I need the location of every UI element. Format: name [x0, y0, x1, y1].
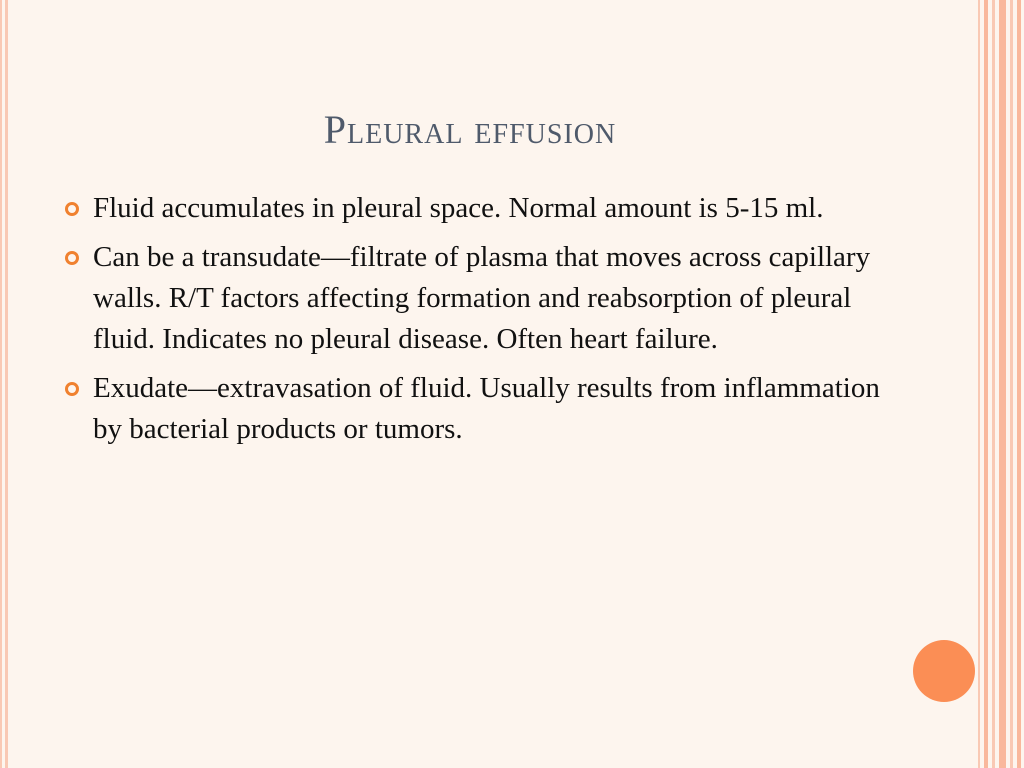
bullet-text: Can be a transudate—filtrate of plasma that moves across capillary walls. R/T factors affecting formation and reabsorption of pleural fluid. Indicates no pleural disease. Often heart failure.: [93, 241, 871, 355]
right-border-stripe: [984, 0, 988, 768]
right-border-stripe: [992, 0, 995, 768]
bullet-text: Fluid accumulates in pleural space. Normal amount is 5-15 ml.: [93, 192, 824, 224]
bullet-item: [62, 368, 892, 450]
left-border-stripe: [0, 0, 2, 768]
bullet-text: Exudate—extravasation of fluid. Usually results from inflammation by bacterial products or tumors.: [93, 372, 880, 445]
bullet-list: [62, 188, 892, 458]
right-border-stripe: [999, 0, 1006, 768]
slide-title: Pleural effusion: [323, 107, 617, 152]
left-border-stripe: [5, 0, 8, 768]
bullet-circle-icon: [65, 202, 79, 216]
bullet-circle-icon: [65, 382, 79, 396]
bullet-circle-icon: [65, 251, 79, 265]
bullet-item: [62, 188, 892, 229]
right-border-stripe: [1010, 0, 1013, 768]
right-border-stripe: [1017, 0, 1021, 768]
bullet-item: [62, 237, 892, 360]
decorative-circle: [913, 640, 975, 702]
right-border-stripe: [978, 0, 980, 768]
